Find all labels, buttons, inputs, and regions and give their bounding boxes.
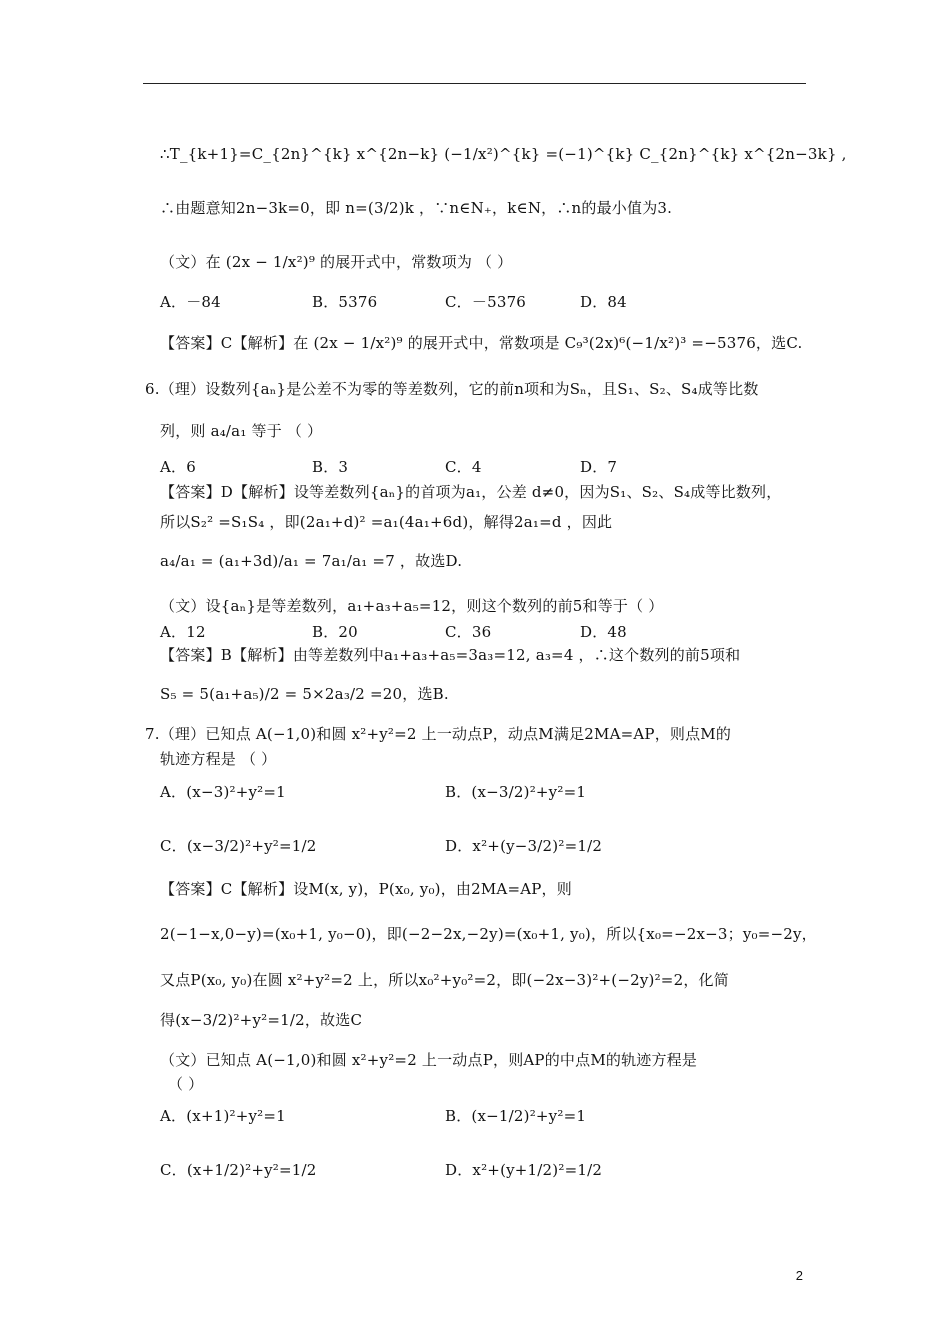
option-c: C．(x−3/2)²+y²=1/2	[160, 837, 317, 855]
option-d: D．48	[580, 623, 627, 641]
option-b: B．(x−1/2)²+y²=1	[445, 1107, 587, 1125]
text-line: a₄/a₁ = (a₁+3d)/a₁ = 7a₁/a₁ =7 ，故选D.	[160, 552, 463, 570]
text-line: （ ）	[168, 1075, 204, 1093]
text-line: （文）设{aₙ}是等差数列，a₁+a₃+a₅=12，则这个数列的前5和等于（ ）	[160, 597, 664, 615]
text-line: 又点P(x₀, y₀)在圆 x²+y²=2 上，所以x₀²+y₀²=2，即(−2x−3)²+(−2y)²=2，化简	[160, 971, 729, 989]
text-line: 得(x−3/2)²+y²=1/2，故选C	[160, 1011, 363, 1029]
text-line: 轨迹方程是 （ ）	[160, 750, 277, 768]
answer-line: 【答案】B【解析】由等差数列中a₁+a₃+a₅=3a₃=12, a₃=4 ，∴这个数列的前5项和	[160, 646, 741, 664]
answer-line: 【答案】C【解析】在 (2x − 1/x²)⁹ 的展开式中，常数项是 C₉³(2x)⁶(−1/x²)³ =−5376，选C.	[160, 334, 803, 352]
option-d: D．84	[580, 293, 627, 311]
option-a: A．12	[160, 623, 206, 641]
question-line: （文）已知点 A(−1,0)和圆 x²+y²=2 上一动点P，则AP的中点M的轨迹方程是	[160, 1051, 698, 1069]
option-b: B．3	[312, 458, 349, 476]
option-b: B．5376	[312, 293, 378, 311]
option-c: C．4	[445, 458, 482, 476]
option-c: C．(x+1/2)²+y²=1/2	[160, 1161, 317, 1179]
option-a: A．(x−3)²+y²=1	[160, 783, 286, 801]
option-a: A．6	[160, 458, 196, 476]
option-d: D．7	[580, 458, 618, 476]
text-line: ∴由题意知2n−3k=0，即 n=(3/2)k ，∵n∈N₊，k∈N，∴n的最小值为3.	[160, 199, 673, 217]
option-d: D．x²+(y−3/2)²=1/2	[445, 837, 603, 855]
question-line: 6.（理）设数列{aₙ}是公差不为零的等差数列，它的前n项和为Sₙ，且S₁、S₂、S₄成等比数	[145, 380, 759, 398]
header-rule	[143, 83, 806, 84]
question-line: 7.（理）已知点 A(−1,0)和圆 x²+y²=2 上一动点P，动点M满足2MA=AP，则点M的	[145, 725, 732, 743]
answer-line: 【答案】C【解析】设M(x, y)，P(x₀, y₀)，由2MA=AP，则	[160, 880, 572, 898]
text-line: （文）在 (2x − 1/x²)⁹ 的展开式中，常数项为 （ ）	[160, 253, 513, 271]
text-line: S₅ = 5(a₁+a₅)/2 = 5×2a₃/2 =20，选B.	[160, 685, 449, 703]
option-d: D．x²+(y+1/2)²=1/2	[445, 1161, 603, 1179]
option-c: C．36	[445, 623, 492, 641]
text-line: ∴T_{k+1}=C_{2n}^{k} x^{2n−k} (−1/x²)^{k} =(−1)^{k} C_{2n}^{k} x^{2n−3k} ,	[160, 145, 847, 163]
text-line: 2(−1−x,0−y)=(x₀+1, y₀−0)，即(−2−2x,−2y)=(x₀+1, y₀)，所以{x₀=−2x−3；y₀=−2y，	[160, 925, 817, 943]
option-a: A．(x+1)²+y²=1	[160, 1107, 286, 1125]
option-a: A．－84	[160, 293, 221, 311]
answer-line: 【答案】D【解析】设等差数列{aₙ}的首项为a₁，公差 d≠0，因为S₁、S₂、S₄成等比数列，	[160, 483, 782, 501]
page-number: 2	[795, 1268, 803, 1283]
option-c: C．－5376	[445, 293, 527, 311]
option-b: B．20	[312, 623, 358, 641]
text-line: 列，则 a₄/a₁ 等于 （ ）	[160, 422, 323, 440]
text-line: 所以S₂² =S₁S₄ ，即(2a₁+d)² =a₁(4a₁+6d)，解得2a₁=d ，因此	[160, 513, 613, 531]
option-b: B．(x−3/2)²+y²=1	[445, 783, 587, 801]
